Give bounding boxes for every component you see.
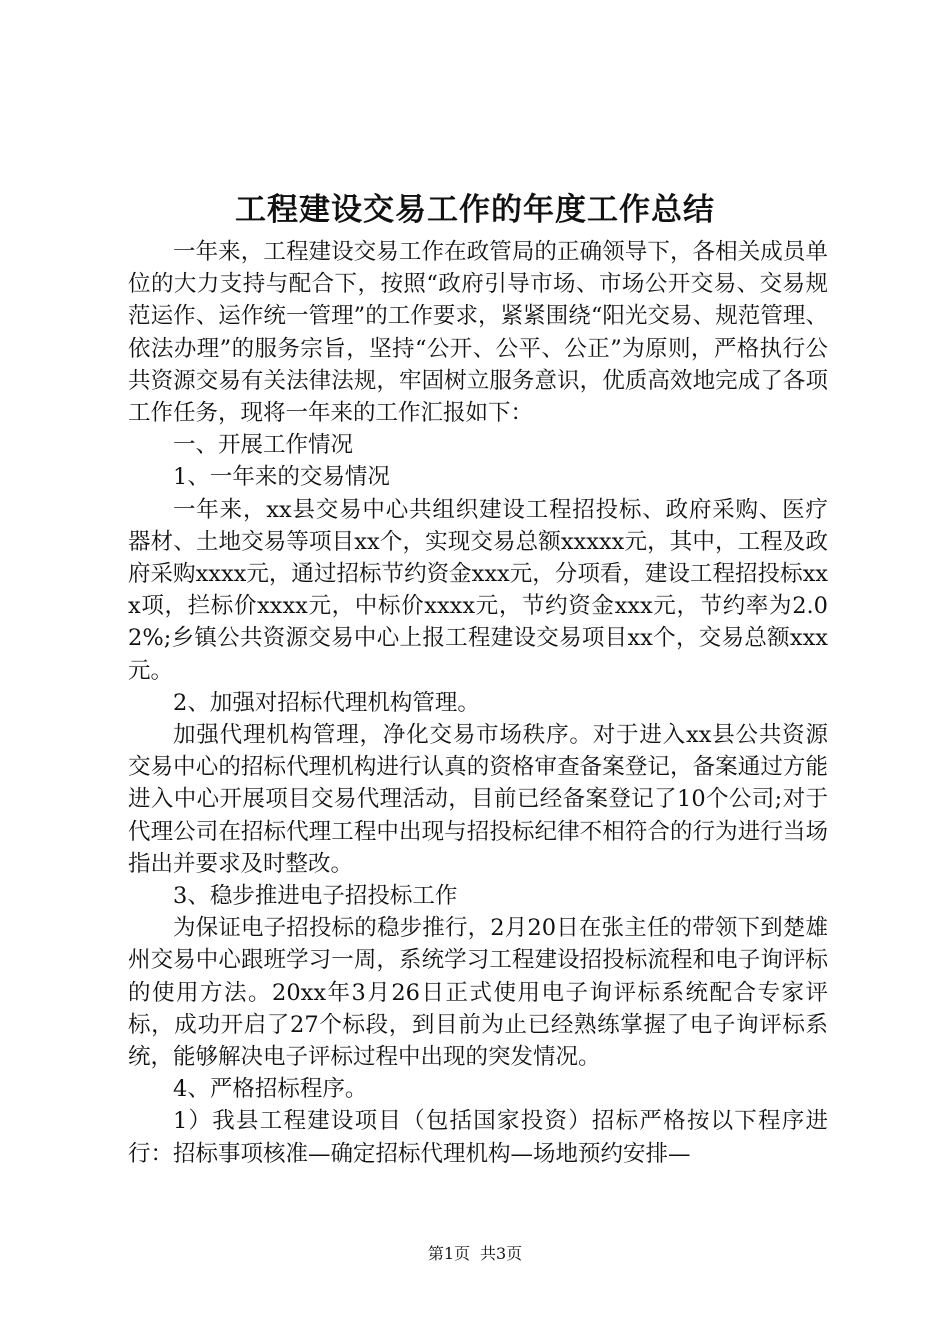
- transactions-paragraph: 一年来，xx县交易中心共组织建设工程招投标、政府采购、医疗器材、土地交易等项目xx个，实现交易总额xxxxx元，其中，工程及政府采购xxxx元，通过招标节约资金xxx元，分项看，建设工程招投标xxx项，拦标价xxxx元，中标价xxxx元，节约资金xxx元，节约率为2.02%;乡镇公共资源交易中心上报工程建设交易项目xx个，交易总额xxx元。: [128, 496, 828, 684]
- document-body: [128, 236, 828, 1170]
- document-title: 工程建设交易工作的年度工作总结: [235, 192, 715, 228]
- page-total: 共3页: [480, 1244, 523, 1263]
- agency-management-paragraph: 加强代理机构管理，净化交易市场秩序。对于进入xx县公共资源交易中心的招标代理机构进行认真的资格审查备案登记，备案通过方能进入中心开展项目交易代理活动，目前已经备案登记了10个公司;对于代理公司在招标代理工程中出现与招投标纪律不相符合的行为进行当场指出并要求及时整改。: [128, 722, 828, 877]
- e-bidding-paragraph: 为保证电子招投标的稳步推行，2月20日在张主任的带领下到楚雄州交易中心跟班学习一周，系统学习工程建设招投标流程和电子询评标的使用方法。20xx年3月26日正式使用电子询评标系统配合专家评标，成功开启了27个标段，到目前为止已经熟练掌握了电子询评标系统，能够解决电子评标过程中出现的突发情况。: [128, 915, 828, 1071]
- page-number: 第1页: [427, 1244, 470, 1263]
- subsection-heading-e-bidding: 3、稳步推进电子招投标工作: [173, 883, 458, 910]
- intro-paragraph: 一年来，工程建设交易工作在政管局的正确领导下，各相关成员单位的大力支持与配合下，按照“政府引导市场、市场公开交易、交易规范运作、运作统一管理”的工作要求，紧紧围绕“阳光交易、规范管理、依法办理”的服务宗旨，坚持“公开、公平、公正”为原则，严格执行公共资源交易有关法律法规，牢固树立服务意识，优质高效地完成了各项工作任务，现将一年来的工作汇报如下：: [128, 239, 828, 427]
- subsection-heading-agency-management: 2、加强对招标代理机构管理。: [173, 689, 480, 716]
- section-heading-work-overview: 一、开展工作情况: [173, 432, 354, 459]
- bidding-procedure-paragraph: 1）我县工程建设项目（包括国家投资）招标严格按以下程序进行：招标事项核准—确定招标代理机构—场地预约安排—: [128, 1108, 828, 1167]
- subsection-heading-bidding-procedure: 4、严格招标程序。: [173, 1076, 368, 1103]
- page-footer: [0, 1244, 950, 1264]
- subsection-heading-transactions: 1、一年来的交易情况: [173, 464, 390, 491]
